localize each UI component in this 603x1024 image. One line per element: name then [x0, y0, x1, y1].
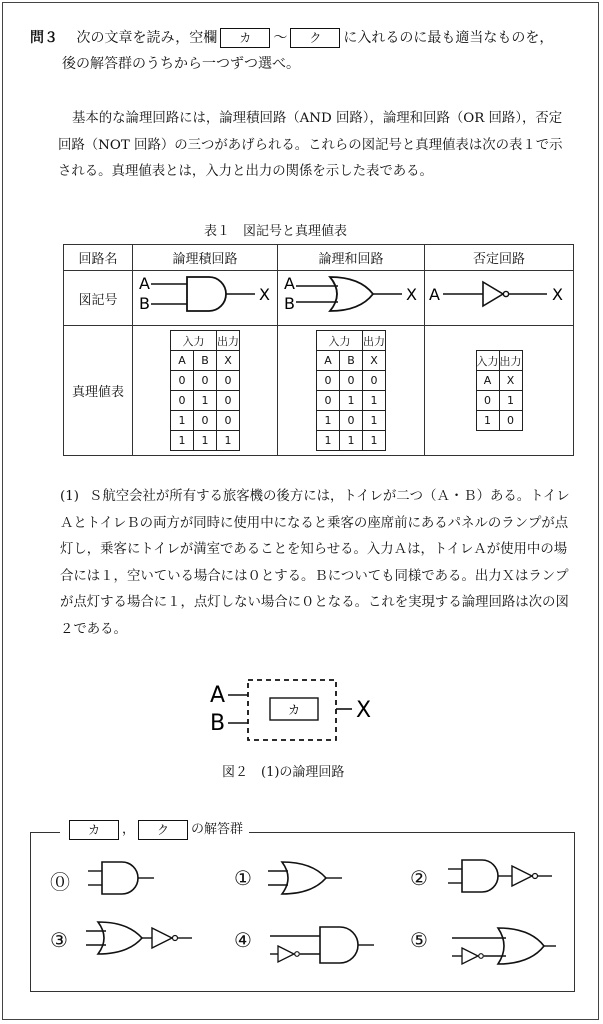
- and-output-x: X: [259, 285, 270, 304]
- instruction-line2: 後の解答群のうちから一つずつ選べ。: [62, 56, 300, 72]
- tt-col-a: A: [317, 351, 340, 371]
- option-1-or-gate[interactable]: [268, 858, 348, 898]
- answer-blank-ka: カ: [69, 820, 119, 840]
- instruction-text: 次の文章を読み，空欄: [76, 30, 218, 46]
- tt-input-header: 入力: [317, 331, 363, 351]
- blank-ku-box: ク: [290, 28, 340, 48]
- tt-col-x: X: [217, 351, 240, 371]
- or-input-a: A: [284, 274, 295, 293]
- and-truth-table: [170, 330, 240, 451]
- table-row: 0 0 0: [171, 371, 240, 391]
- tt-col-b: B: [340, 351, 363, 371]
- not-input-a: A: [429, 285, 440, 304]
- not-truth-cell: [425, 326, 574, 456]
- or-truth-cell: [278, 326, 425, 456]
- question-heading: [30, 26, 553, 50]
- and-input-b: B: [139, 294, 150, 313]
- option-0-and-gate[interactable]: [88, 858, 158, 898]
- or-gate-symbol: [278, 271, 425, 326]
- option-5-label: ⑤: [410, 928, 428, 952]
- tt-input-header: 入力: [171, 331, 217, 351]
- option-3-label: ③: [50, 928, 68, 952]
- answer-suffix: の解答群: [191, 822, 244, 837]
- option-0-label: ⓪: [50, 870, 70, 894]
- or-truth-table: [316, 330, 386, 451]
- option-3-or-not-gate[interactable]: [86, 918, 198, 958]
- tt-col-x: X: [363, 351, 386, 371]
- row-truth-label: 真理値表: [64, 326, 133, 456]
- problem1-text: Ｓ航空会社が所有する旅客機の後方には，トイレが二つ（Ａ・Ｂ）ある。トイレＡとトイレＢの両方が同時に使用中になると乗客の座席前にあるパネルのランプが点灯し，乗客にトイレが満室であることを知らせる。入力Ａは，トイレＡが使用中の場合には１，空いている場合には０とする。Ｂについても同様である。出力Ｘはランプが点灯する場合に１，点灯しない場合に０となる。これを実現する論理回路は次の図２である。: [60, 489, 570, 637]
- tt-col-a: A: [171, 351, 194, 371]
- row-symbol-label: 図記号: [64, 271, 133, 326]
- intro-paragraph: 基本的な論理回路には，論理積回路（AND 回路），論理和回路（OR 回路），否定回路（NOT 回路）の三つがあげられる。これらの図記号と真理値表は次の表１で示される。真理値表とは，入力と出力の関係を示した表である。: [58, 111, 563, 179]
- problem1-label: (1): [60, 489, 79, 504]
- table1: [63, 244, 574, 456]
- problem1: [60, 484, 570, 643]
- or-output-x: X: [406, 285, 417, 304]
- instruction-text-post: に入れるのに最も適当なものを，: [343, 30, 554, 46]
- answer-comma: ，: [122, 822, 136, 837]
- or-input-b: B: [284, 294, 295, 313]
- figure2-caption: 図２ (1)の論理回路: [222, 765, 345, 780]
- tt-col-a: A: [476, 371, 499, 391]
- figure2-circuit: [200, 672, 390, 752]
- not-gate-symbol: [425, 271, 574, 326]
- header-not: 否定回路: [425, 245, 574, 271]
- table-row: 1 1 1: [317, 431, 386, 451]
- table1-caption: 表１ 図記号と真理値表: [204, 224, 348, 239]
- table-row: 1 0 0: [171, 411, 240, 431]
- answer-blank-ku: ク: [138, 820, 188, 840]
- table-row: 1 1 1: [171, 431, 240, 451]
- fig2-input-b: B: [210, 711, 226, 736]
- option-5-not-or-gate[interactable]: [448, 922, 558, 968]
- header-or: 論理和回路: [278, 245, 425, 271]
- option-4-label: ④: [234, 928, 252, 952]
- answer-group-caption: [60, 818, 249, 840]
- table-row: 0 1: [476, 391, 522, 411]
- not-truth-table: [476, 350, 523, 431]
- tt-col-b: B: [194, 351, 217, 371]
- table-row: 1 0: [476, 411, 522, 431]
- header-and: 論理積回路: [133, 245, 278, 271]
- fig2-input-a: A: [210, 683, 226, 708]
- and-input-a: A: [139, 274, 150, 293]
- blank-ka-box: カ: [220, 28, 270, 48]
- table-row: 0 1 1: [317, 391, 386, 411]
- option-2-label: ②: [410, 866, 428, 890]
- and-truth-cell: [133, 326, 278, 456]
- fig2-blank: カ: [287, 703, 301, 717]
- question-number: 問３: [30, 30, 58, 46]
- and-gate-symbol: [133, 271, 278, 326]
- table-row: 1 0 1: [317, 411, 386, 431]
- tilde: ～: [273, 30, 288, 46]
- header-circuit: 回路名: [64, 245, 133, 271]
- table-row: 0 0 0: [317, 371, 386, 391]
- tt-output-header: 出力: [363, 331, 386, 351]
- option-1-label: ①: [234, 866, 252, 890]
- table-row: 0 1 0: [171, 391, 240, 411]
- option-4-not-and-gate[interactable]: [266, 922, 378, 968]
- tt-input-header: 入力: [476, 351, 499, 371]
- fig2-output-x: X: [356, 698, 372, 723]
- option-2-and-not-gate[interactable]: [448, 856, 558, 896]
- not-output-x: X: [552, 285, 563, 304]
- tt-output-header: 出力: [217, 331, 240, 351]
- tt-output-header: 出力: [499, 351, 522, 371]
- tt-col-x: X: [499, 371, 522, 391]
